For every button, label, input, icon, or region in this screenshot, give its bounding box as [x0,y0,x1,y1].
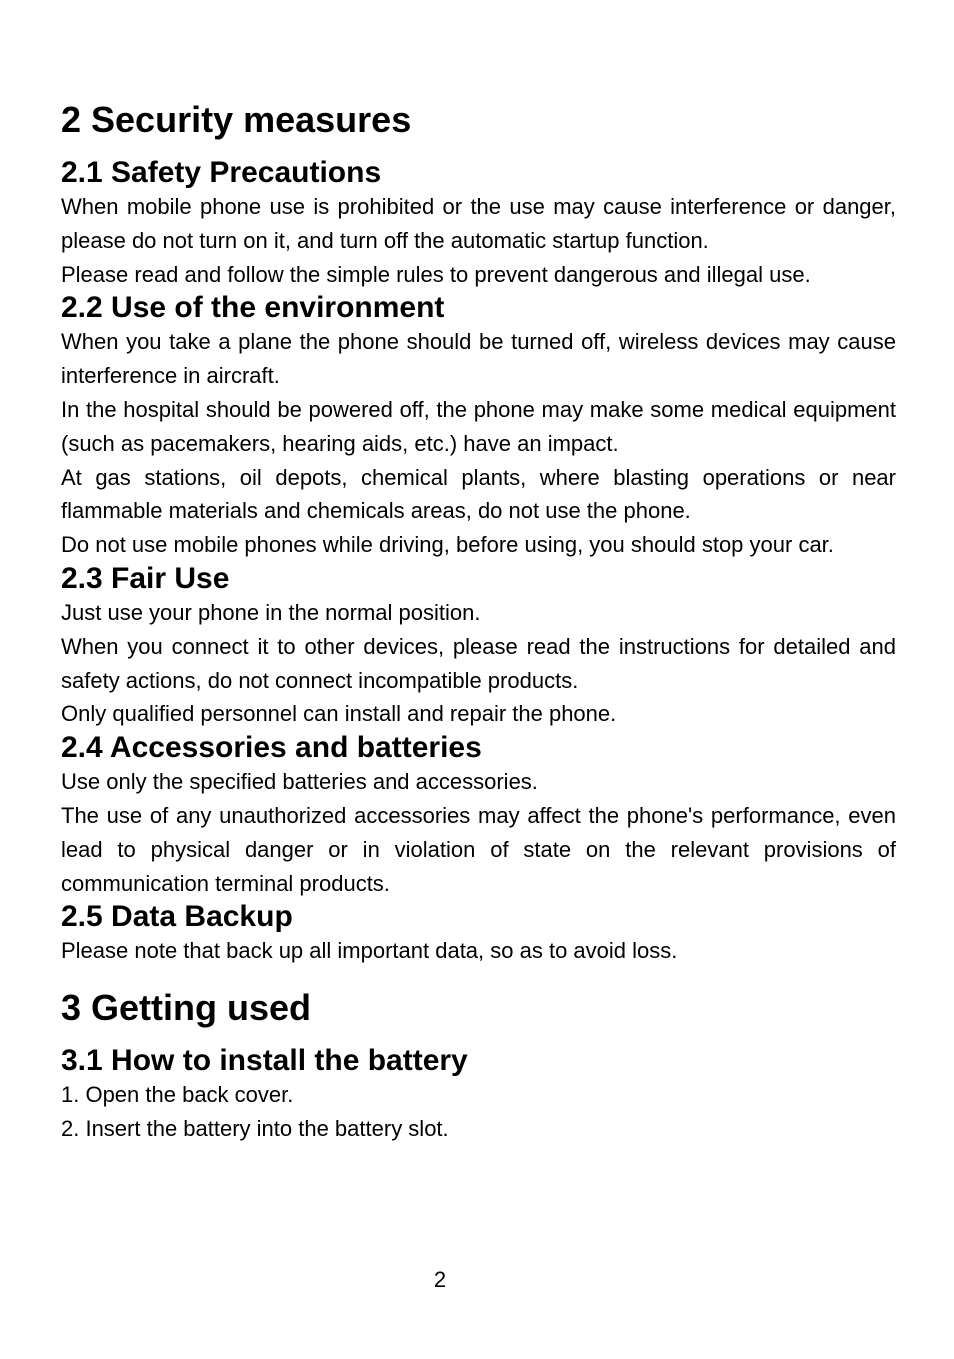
paragraph: When you connect it to other devices, please read the instructions for detailed and safety actions, do not connect incompatible products. [61,633,896,693]
subsection-heading-safety-precautions: 2.1 Safety Precautions [61,156,382,189]
subsection-heading-install-battery: 3.1 How to install the battery [61,1044,468,1078]
subsection-heading-fair-use: 2.3 Fair Use [61,561,230,595]
page-number: 2 [433,1267,447,1292]
document-page [61,98,896,1146]
paragraph: Please read and follow the simple rules to prevent dangerous and illegal use. [61,261,811,287]
paragraph: Use only the specified batteries and accessories. [61,769,538,795]
list-item: 2. Insert the battery into the battery slot. [61,1115,449,1141]
paragraph: In the hospital should be powered off, the phone may make some medical equipment (such as pacemakers, hearing aids, etc.) have an impact. [61,396,896,456]
paragraph: At gas stations, oil depots, chemical plants, where blasting operations or near flammable materials and chemicals areas, do not use the phone. [61,464,896,524]
section-heading-security-measures: 2 Security measures [61,99,412,140]
section-heading-getting-used: 3 Getting used [61,987,312,1029]
paragraph: When mobile phone use is prohibited or the use may cause interference or danger, please do not turn on it, and turn off the automatic startup function. [61,194,896,253]
paragraph: Please note that back up all important data, so as to avoid loss. [61,938,678,964]
paragraph: When you take a plane the phone should be turned off, wireless devices may cause interference in aircraft. [61,329,896,389]
paragraph: Only qualified personnel can install and repair the phone. [61,701,617,727]
list-item: 1. Open the back cover. [61,1082,294,1108]
paragraph: Just use your phone in the normal position. [61,599,481,625]
paragraph: Do not use mobile phones while driving, before using, you should stop your car. [61,532,834,558]
subsection-heading-accessories-batteries: 2.4 Accessories and batteries [61,731,482,765]
subsection-heading-data-backup: 2.5 Data Backup [61,900,293,934]
paragraph: The use of any unauthorized accessories may affect the phone's performance, even lead to physical danger or in violation of state on the relevant provisions of communication terminal products. [61,802,896,896]
subsection-heading-use-of-environment: 2.2 Use of the environment [61,291,445,325]
